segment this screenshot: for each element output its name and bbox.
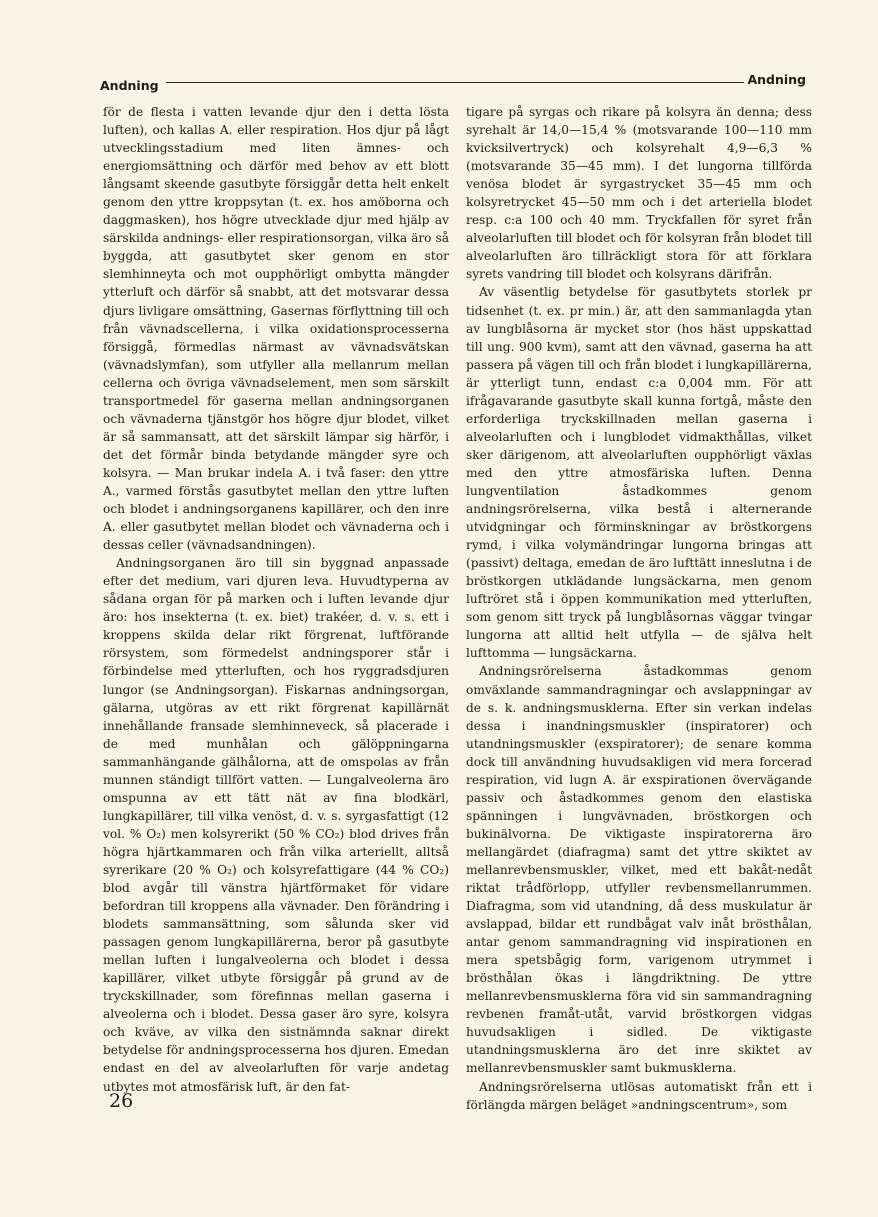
header-rule [166,82,744,83]
running-header [100,72,806,94]
left-column [103,103,449,1096]
paragraph: Andningsorganen äro till sin byggnad anpassade efter det medium, vari djuren leva. Huvudtyperna av sådana organ för på marken och i luften levande djur äro: hos insekterna (t. ex. biet) trakéer, d. v. s. ett i kroppens skilda delar rikt förgrenat, luftförande rörsystem, som förmedelst andningsporer står i förbindelse med ytterluften, och hos ryggradsdjuren lungor (se Andningsorgan). Fiskarnas andningsorgan, gälarna, utgöras av ett rikt förgrenat kapillärnät innehållande fransade slemhinneveck, så placerade i de med munhålan och gälöppningarna sammanhängande gälhålorna, att de omspolas av från munnen ständigt tillfört vatten. — Lungalveolerna äro omspunna av ett tätt nät av fina blodkärl, lungkapillärer, till vilka venöst, d. v. s. syrgasfattigt (12 vol. % O₂) men kolsyrerikt (50 % CO₂) blod drives från högra hjärtkammaren och från vilka arteriellt, alltså syrerikare (20 % O₂) och kolsyrefattigare (44 % CO₂) blod avgår till vänstra hjärtförmaket för vidare befordran till kroppens alla vävnader. Den förändring i blodets sammansättning, som sålunda sker vid passagen genom lungkapillärerna, beror på gasutbyte mellan luften i lungalveolerna och blodet i dessa kapillärer, vilket utbyte försiggår på grund av de tryckskillnader, som förefinnas mellan gaserna i alveolerna och i blodet. Dessa gaser äro syre, kolsyra och kväve, av vilka den sistnämnda saknar direkt betydelse för andningsprocesserna hos djuren. Emedan endast en del av alveolarluften för varje andetag utbytes mot atmosfärisk luft, är den fat- [103,556,449,1094]
paragraph: för de flesta i vatten levande djur den i detta lösta luften), och kallas A. eller respiration. Hos djur på lågt utvecklingsstadium med liten ämnes- och energiomsättning och därför med behov av ett blott långsamt skeende gasutbyte försiggår detta helt enkelt genom den yttre kroppsytan (t. ex. hos amöborna och daggmasken), hos högre utvecklade djur med hjälp av särskilda andnings- eller respirationsorgan, vilka äro så byggda, att gasutbytet sker genom en stor slemhinneyta och mot oupphörligt ombytta mängder ytterluft och därför så snabbt, att det motsvarar dessa djurs livligare omsättning, Gasernas förflyttning till och från vävnadscellerna, i vilka oxidationsprocesserna försiggå, förmedlas närmast av vävnadsvätskan (vävnadslymfan), som utfyller alla mellanrum mellan cellerna och övriga vävnadselement, men som särskilt transportmedel för gaserna mellan andningsorganen och vävnaderna tjänstgör hos högre djur blodet, vilket är så sammansatt, att det särskilt lämpar sig härför, i det det förmår binda betydande mängder syre och kolsyra. — Man brukar indela A. i två faser: den yttre A., varmed förstås gasutbytet mellan den yttre luften och blodet i andningsorganens kapillärer, och den inre A. eller gasutbytet mellan blodet och vävnaderna och i dessas celler (vävnadsandningen). [103,105,449,553]
header-right-title: Andning [747,72,806,87]
paragraph: Andningsrörelserna åstadkommas genom omväxlande sammandragningar och avslappningar av de s. k. andningsmusklerna. Efter sin verkan indelas dessa i inandningsmuskler (inspiratorer) och utandningsmuskler (exspiratorer); de senare komma dock till användning huvudsakligen vid mera forcerad respiration, vid lugn A. är exspirationen övervägande passiv och åstadkommes genom den elastiska spänningen i lungvävnaden, bröstkorgen och bukinälvorna. De viktigaste inspiratorerna äro mellangärdet (diafragma) samt det yttre skiktet av mellanrevbensmuskler, vilket, med ett bakåt-nedåt riktat trådförlopp, utfyller revbensmellanrummen. Diafragma, som vid utandning, då dess muskulatur är avslappad, bildar ett rundbågat valv inåt brösthålan, antar genom sammandragning vid inspirationen en mera spetsbågig form, varigenom utrymmet i brösthålan ökas i längdriktning. De yttre mellanrevbensmusklerna föra vid sin sammandragning revbenen framåt-utåt, varvid bröstkorgen vidgas huvudsakligen i sidled. De viktigaste utandningsmusklerna äro det inre skiktet av mellanrevbensmuskler samt bukmusklerna. [466,664,812,1076]
paragraph: tigare på syrgas och rikare på kolsyra än denna; dess syrehalt är 14,0—15,4 % (motsvarande 100—110 mm kvicksilvertryck) och kolsyrehalt 4,9—6,3 % (motsvarande 35—45 mm). I det lungorna tillförda venösa blodet är syrgastrycket 35—45 mm och kolsyretrycket 45—50 mm och i det arteriella blodet resp. c:a 100 och 40 mm. Tryckfallen för syret från alveolarluften till blodet och för kolsyran från blodet till alveolarluften äro tillräckligt stora för att förklara syrets vandring till blodet och kolsyrans därifrån. [466,105,812,282]
right-column [466,103,812,1114]
page-number: 26 [109,1090,134,1112]
paragraph: Andningsrörelserna utlösas automatiskt från ett i förlängda märgen beläget »andningscentrum», som [466,1079,812,1112]
paragraph: Av väsentlig betydelse för gasutbytets storlek pr tidsenhet (t. ex. pr min.) är, att den sammanlagda ytan av lungblåsorna är mycket stor (hos häst uppskattad till ung. 900 kvm), samt att den vävnad, gaserna ha att passera på vägen till och från blodet i lungkapillärerna, är ytterligt tunn, endast c:a 0,004 mm. För att ifrågavarande gasutbyte skall kunna fortgå, måste den erforderliga tryckskillnaden mellan gaserna i alveolarluften och i lungblodet vidmakthållas, vilket sker därigenom, att alveolarluften oupphörligt växlas med den yttre atmosfäriska luften. Denna lungventilation åstadkommes genom andningsrörelserna, vilka bestå i alternerande utvidgningar och förminskningar av bröstkorgens rymd, i vilka volymändringar lungorna bringas att (passivt) deltaga, emedan de äro lufttätt inneslutna i de bröstkorgen utklädande lungsäckarna, men genom luftröret stå i öppen kommunikation med ytterluften, som genom sitt tryck på lungblåsornas väggar tvingar lungorna att alltid helt utfylla — de själva helt lufttomma — lungsäckarna. [466,285,812,661]
header-left-title: Andning [100,78,159,93]
